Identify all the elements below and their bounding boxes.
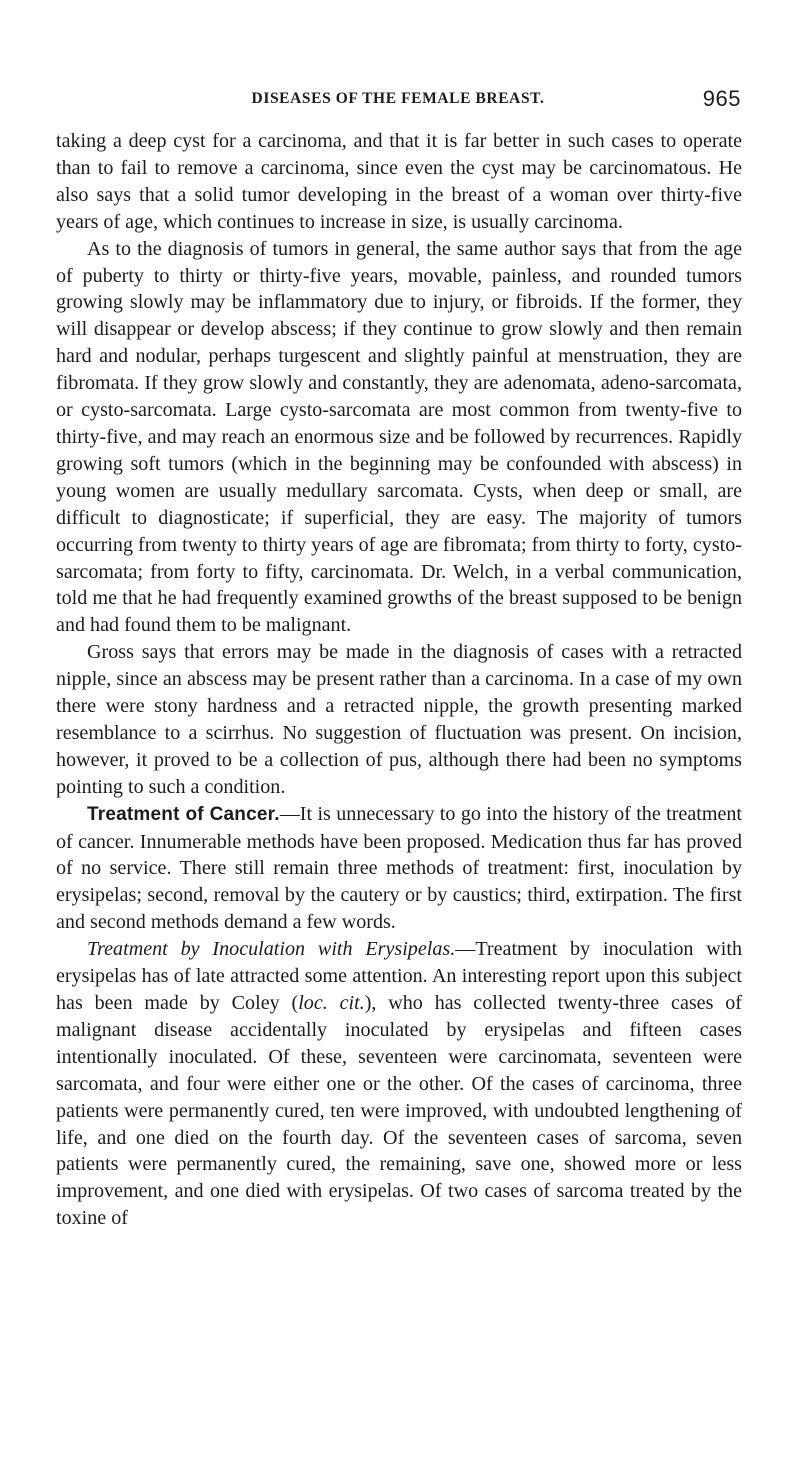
section-heading-treatment-of-cancer: Treatment of Cancer. [87,803,280,825]
paragraph-continuation: taking a deep cyst for a carcinoma, and that it is far better in such cases to operate than to fail to remove a carcinoma, since even the cyst may be carcinomatous. He also says that a solid tumor developing in the breast of a woman over thirty-five years of age, which continues to increase in size, is usually carcinoma. [56,130,742,233]
erysipelas-text-a: —Treatment by inoculation with erysipelas has of late attracted some attention. An interesting report upon this subject has been made by Coley ( [56,938,742,1014]
subheading-erysipelas-inoculation: Treatment by Inoculation with Erysipelas. [87,938,456,961]
paragraph-diagnosis-of-tumors: As to the diagnosis of tumors in general, the same author says that from the age of puberty to thirty or thirty-five years, movable, painless, and rounded tumors growing slowly may be inflammatory due to injury, or fibroids. If the former, they will disappear or develop abscess; if they continue to grow slowly and then remain hard and nodular, perhaps turgescent and slightly painful at menstruation, they are fibromata. If they grow slowly and constantly, they are adenomata, adeno-sarcomata, or cysto-sarcomata. Large cysto-sarcomata are most common from twenty-five to thirty-five, and may reach an enormous size and be followed by recurrences. Rapidly growing soft tumors (which in the beginning may be confounded with abscess) in young women are usually medullary sarcomata. Cysts, when deep or small, are difficult to diagnosticate; if superficial, they are easy. The majority of tumors occurring from twenty to thirty years of age are fibromata; from thirty to forty, cysto-sarcomata; from forty to fifty, carcinomata. Dr. Welch, in a verbal communication, told me that he had frequently examined growths of the breast supposed to be benign and had found them to be malignant. [56,237,742,637]
running-title: DISEASES OF THE FEMALE BREAST. [251,90,545,107]
citation-loc-cit: loc. cit. [298,992,365,1014]
paragraph-erysipelas-inoculation [56,936,742,1232]
body-text [56,128,742,1232]
erysipelas-text-b: ), who has collected twenty-three cases of malignant disease accidentally inoculated by erysipelas and fifteen cases intentionally inoculated. Of these, seventeen were carcinomata, seventeen were sarcomata, and four were either one or the other. Of the cases of carcinoma, three patients were permanently cured, ten were improved, with undoubted lengthening of life, and one died on the fourth day. Of the seventeen cases of sarcoma, seven patients were permanently cured, the remaining, save one, showed more or less improvement, and one died with erysipelas. Of two cases of sarcoma treated by the toxine of [56,992,742,1230]
paragraph-treatment-of-cancer [56,801,742,937]
paragraph-retracted-nipple: Gross says that errors may be made in the diagnosis of cases with a retracted nipple, since an abscess may be present rather than a carcinoma. In a case of my own there were stony hardness and a retracted nipple, the growth presenting marked resemblance to a scirrhus. No suggestion of fluctuation was present. On incision, however, it proved to be a collection of pus, although there had been no symptoms pointing to such a condition. [56,641,742,798]
running-head [55,86,741,114]
page-number: 965 [702,86,741,111]
treatment-of-cancer-text: —It is unnecessary to go into the history of the treatment of cancer. Innumerable methods have been proposed. Medication thus far has proved of no service. There still remain three methods of treatment: first, inoculation by erysipelas; second, removal by the cautery or by caustics; third, extirpation. The first and second methods demand a few words. [56,802,743,934]
